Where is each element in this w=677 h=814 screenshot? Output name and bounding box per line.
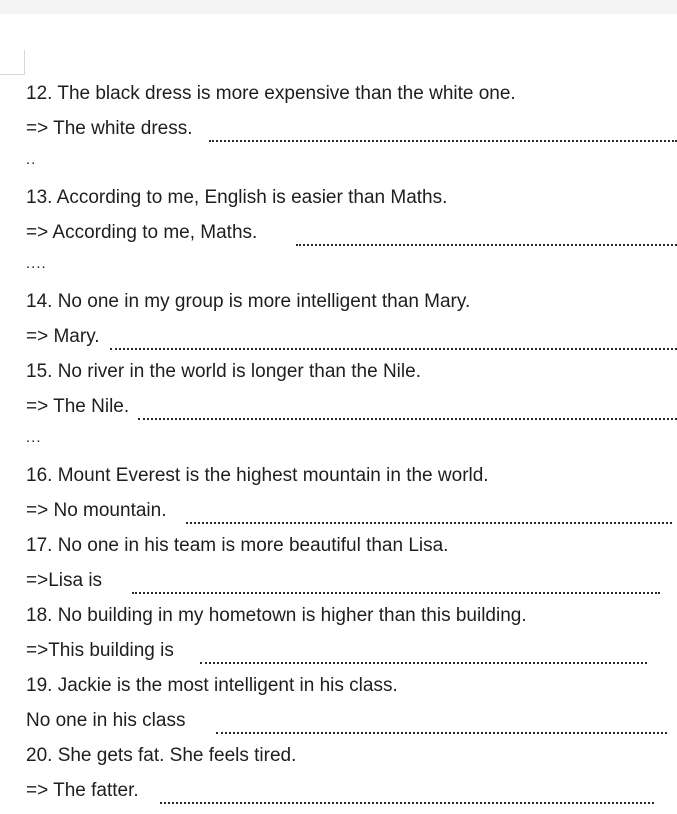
question-17: 17. No one in his team is more beautiful than Lisa. — [26, 535, 449, 556]
question-15: 15. No river in the world is longer than the Nile. — [26, 361, 421, 382]
top-toolbar-strip — [0, 0, 677, 14]
question-19: 19. Jackie is the most intelligent in his class. — [26, 675, 398, 696]
answer-20: => The fatter. — [26, 775, 677, 810]
answer-12: => The white dress. — [26, 113, 677, 148]
answer-13-continuation: .... — [26, 255, 47, 272]
answer-17: =>Lisa is — [26, 565, 677, 600]
page-corner-mark — [0, 50, 25, 75]
question-18: 18. No building in my hometown is higher than this building. — [26, 605, 527, 626]
answer-14: => Mary. — [26, 321, 677, 356]
question-16: 16. Mount Everest is the highest mountain in the world. — [26, 465, 489, 486]
question-20: 20. She gets fat. She feels tired. — [26, 745, 297, 766]
answer-blank[interactable] — [200, 662, 647, 664]
answer-15: => The Nile. — [26, 391, 677, 426]
answer-blank[interactable] — [296, 244, 677, 246]
answer-16: => No mountain. — [26, 495, 677, 530]
answer-blank[interactable] — [110, 348, 677, 350]
question-13: 13. According to me, English is easier than Maths. — [26, 187, 448, 208]
worksheet — [26, 78, 677, 810]
answer-blank[interactable] — [132, 592, 660, 594]
answer-blank[interactable] — [160, 802, 654, 804]
answer-12-continuation: .. — [26, 151, 37, 168]
answer-blank[interactable] — [186, 522, 672, 524]
question-12: 12. The black dress is more expensive than the white one. — [26, 83, 516, 104]
answer-blank[interactable] — [209, 140, 677, 142]
question-14: 14. No one in my group is more intelligent than Mary. — [26, 291, 471, 312]
answer-18: =>This building is — [26, 635, 677, 670]
answer-blank[interactable] — [138, 418, 677, 420]
answer-15-continuation: ... — [26, 429, 42, 446]
answer-blank[interactable] — [216, 732, 667, 734]
answer-19: No one in his class — [26, 705, 677, 740]
answer-13: => According to me, Maths. — [26, 217, 677, 252]
